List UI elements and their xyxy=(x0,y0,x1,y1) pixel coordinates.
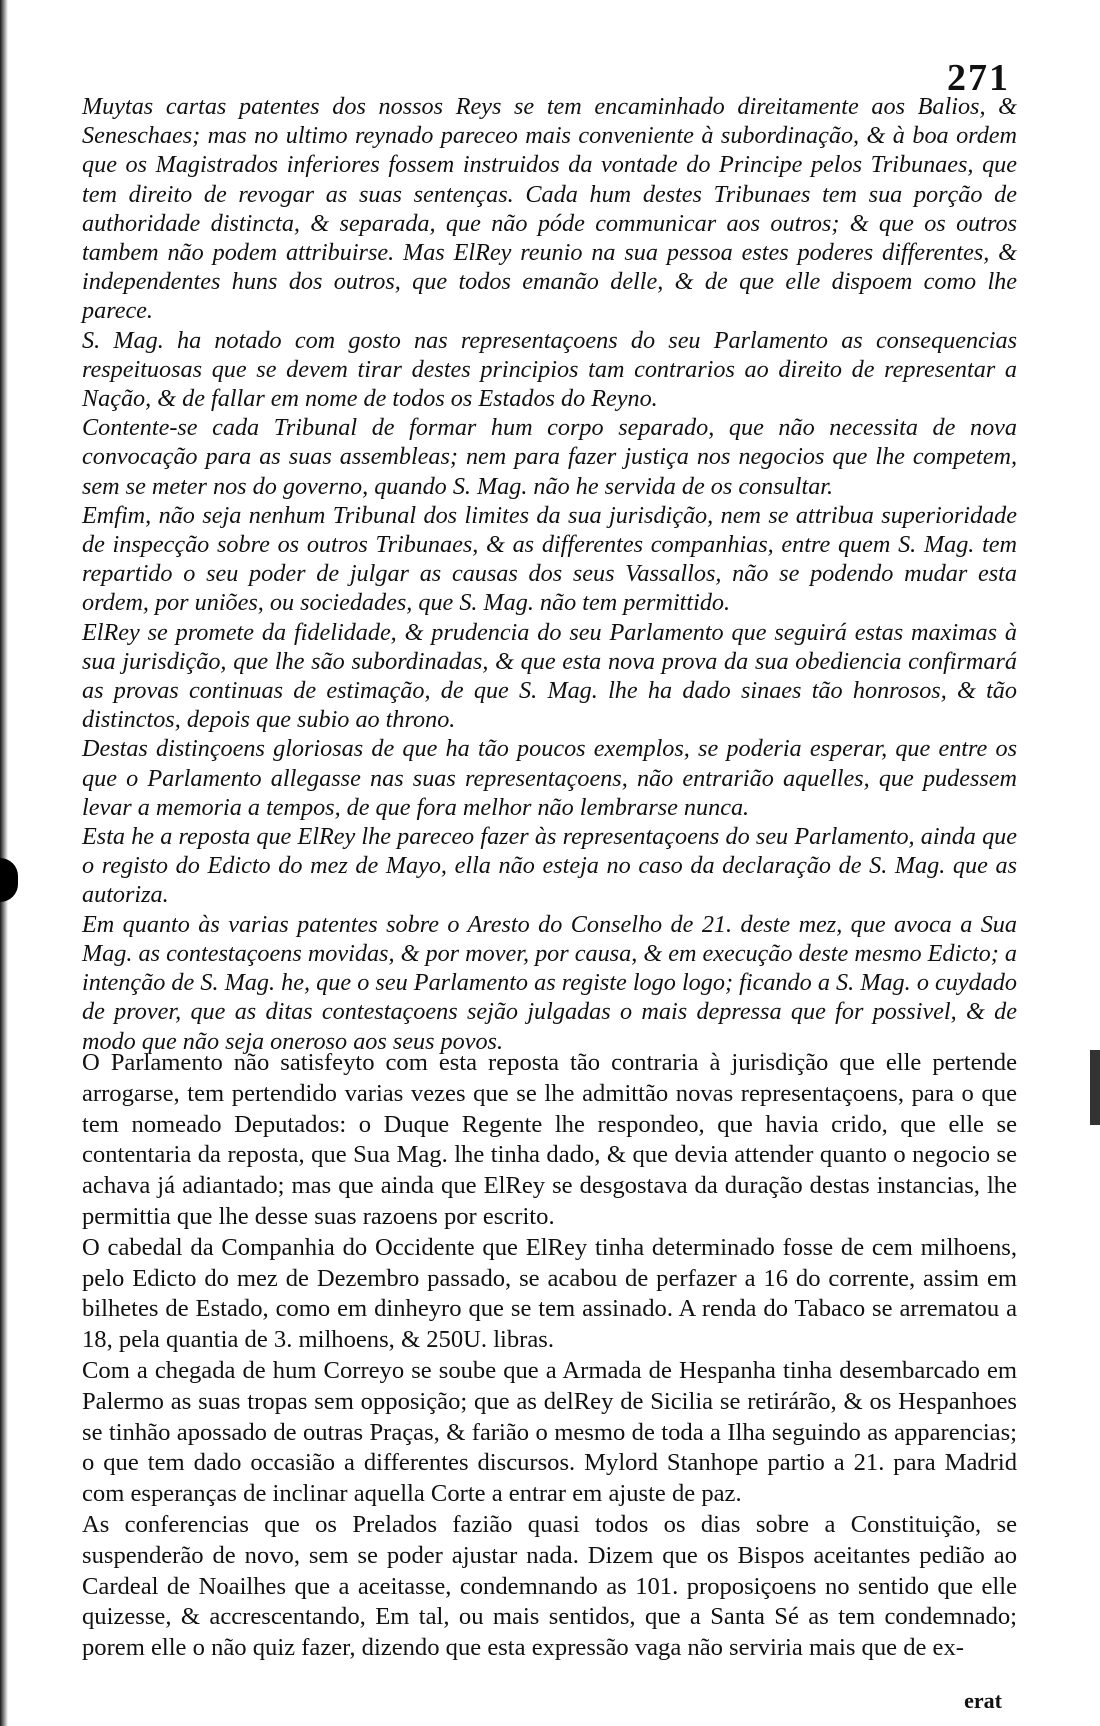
italic-paragraph: Esta he a reposta que ElRey lhe pareceo fazer às representaçoens do seu Parlamento, ainda que o registo do Edicto do mez de Mayo, ella não esteja no caso da declaração de S. Mag. que as autoriza. xyxy=(82,823,1017,909)
ink-blot-left xyxy=(0,858,18,902)
body-paragraph: O Parlamento não satisfeyto com esta reposta tão contraria à jurisdição que elle pertende arrogarse, tem pertendido varias vezes que se lhe admittão novas representaçoens, para o que tem nomeado Deputados: o Duque Regente lhe respondeo, que havia crido, que elle se contentaria da reposta, que Sua Mag. lhe tinha dado, & que devia attender quanto o negocio se achava já adiantado; mas que ainda que ElRey se desgostava da duração destas instancias, lhe permittia que lhe desse suas razoens por escrito. xyxy=(82,1049,1017,1230)
body-paragraph: Com a chegada de hum Correyo se soube que a Armada de Hespanha tinha desembarcado em Palermo as suas tropas sem opposição; que as delRey de Sicilia se retirárão, & os Hespanhoes se tinhão apossado de outras Praças, & farião o mesmo de toda a Ilha seguindo as apparencias; o que tem dado occasião a differentes discursos. Mylord Stanhope partio a 21. para Madrid com esperanças de inclinar aquella Corte a entrar em ajuste de paz. xyxy=(82,1356,1017,1508)
italic-paragraph: S. Mag. ha notado com gosto nas representaçoens do seu Parlamento as consequencias respeituosas que se devem tirar destes principios tam contrarios ao direito de representar a Nação, & de fallar em nome de todos os Estados do Reyno. xyxy=(82,326,1017,413)
page-right-edge-mark xyxy=(1090,1050,1100,1125)
italic-paragraph: ElRey se promete da fidelidade, & prudencia do seu Parlamento que seguirá estas maximas à sua jurisdição, que lhe são subordinadas, & que esta nova prova da sua obediencia confirmará as provas continuas de estimação, de que S. Mag. lhe ha dado sinaes tão honrosos, & tão distinctos, depois que subio ao throno. xyxy=(82,618,1017,734)
page-number: 271 xyxy=(947,57,1010,99)
italic-decree-text xyxy=(82,92,1017,1056)
italic-paragraph: Destas distinçoens gloriosas de que ha tão poucos exemplos, se poderia esperar, que entre os que o Parlamento allegasse nas suas representaçoens, não entrarião aquelles, que pudessem levar a memoria a tempos, de que fora melhor não lembrarse nunca. xyxy=(82,735,1017,821)
italic-paragraph: Muytas cartas patentes dos nossos Reys se tem encaminhado direitamente aos Balios, & Seneschaes; mas no ultimo reynado pareceo mais conveniente à subordinação, & à boa ordem que os Magistrados inferiores fossem instruidos da vontade do Principe pelos Tribunaes, que tem direito de revogar as suas sentenças. Cada hum destes Tribunaes tem sua porção de authoridade distincta, & separada, que não póde communicar aos outros; & que os outros tambem não podem attribuirse. Mas ElRey reunio na sua pessoa estes poderes differentes, & independentes huns dos outros, que todos emanão delle, & de que elle dispoem como lhe parece. xyxy=(82,93,1017,325)
body-paragraph: O cabedal da Companhia do Occidente que ElRey tinha determinado fosse de cem milhoens, pelo Edicto do mez de Dezembro passado, se acabou de perfazer a 16 do corrente, assim em bilhetes de Estado, como em dinheyro que se tem assinado. A renda do Tabaco se arrematou a 18, pela quantia de 3. milhoens, & 250U. libras. xyxy=(82,1233,1017,1354)
catchword: erat xyxy=(964,1688,1002,1713)
body-paragraph: As conferencias que os Prelados fazião quasi todos os dias sobre a Constituição, se suspenderão de novo, sem se poder ajustar nada. Dizem que os Bispos aceitantes pedião ao Cardeal de Noailhes que a aceitasse, condemnando as 101. proposiçoens no sentido que elle quizesse, & accrescentando, Em tal, ou mais sentidos, que a Santa Sé as tem condemnado; porem elle o não quiz fazer, dizendo que esta expressão vaga não serviria mais que de ex- xyxy=(82,1510,1017,1662)
italic-paragraph: Emfim, não seja nenhum Tribunal dos limites da sua jurisdição, nem se attribua superioridade de inspecção sobre os outros Tribunaes, & as differentes companhias, entre quem S. Mag. tem repartido o seu poder de julgar as causas dos seus Vassallos, não se podendo mudar esta ordem, por uniões, ou sociedades, que S. Mag. não tem permittido. xyxy=(82,501,1017,617)
italic-paragraph: Contente-se cada Tribunal de formar hum corpo separado, que não necessita de nova convocação para as suas assembleas; nem para fazer justiça nos negocios que lhe competem, sem se meter nos do governo, quando S. Mag. não he servida de os consultar. xyxy=(82,414,1017,500)
italic-paragraph: Em quanto às varias patentes sobre o Aresto do Conselho de 21. deste mez, que avoca a Sua Mag. as contestaçoens movidas, & por mover, por causa, & em execução deste mesmo Edicto; a intenção de S. Mag. he, que o seu Parlamento as registe logo logo; ficando a S. Mag. o cuydado de prover, que as ditas contestaçoens sejão julgadas o mais depressa que for possivel, & de modo que não seja oneroso aos seus povos. xyxy=(82,910,1017,1055)
news-body-text xyxy=(82,1048,1017,1664)
